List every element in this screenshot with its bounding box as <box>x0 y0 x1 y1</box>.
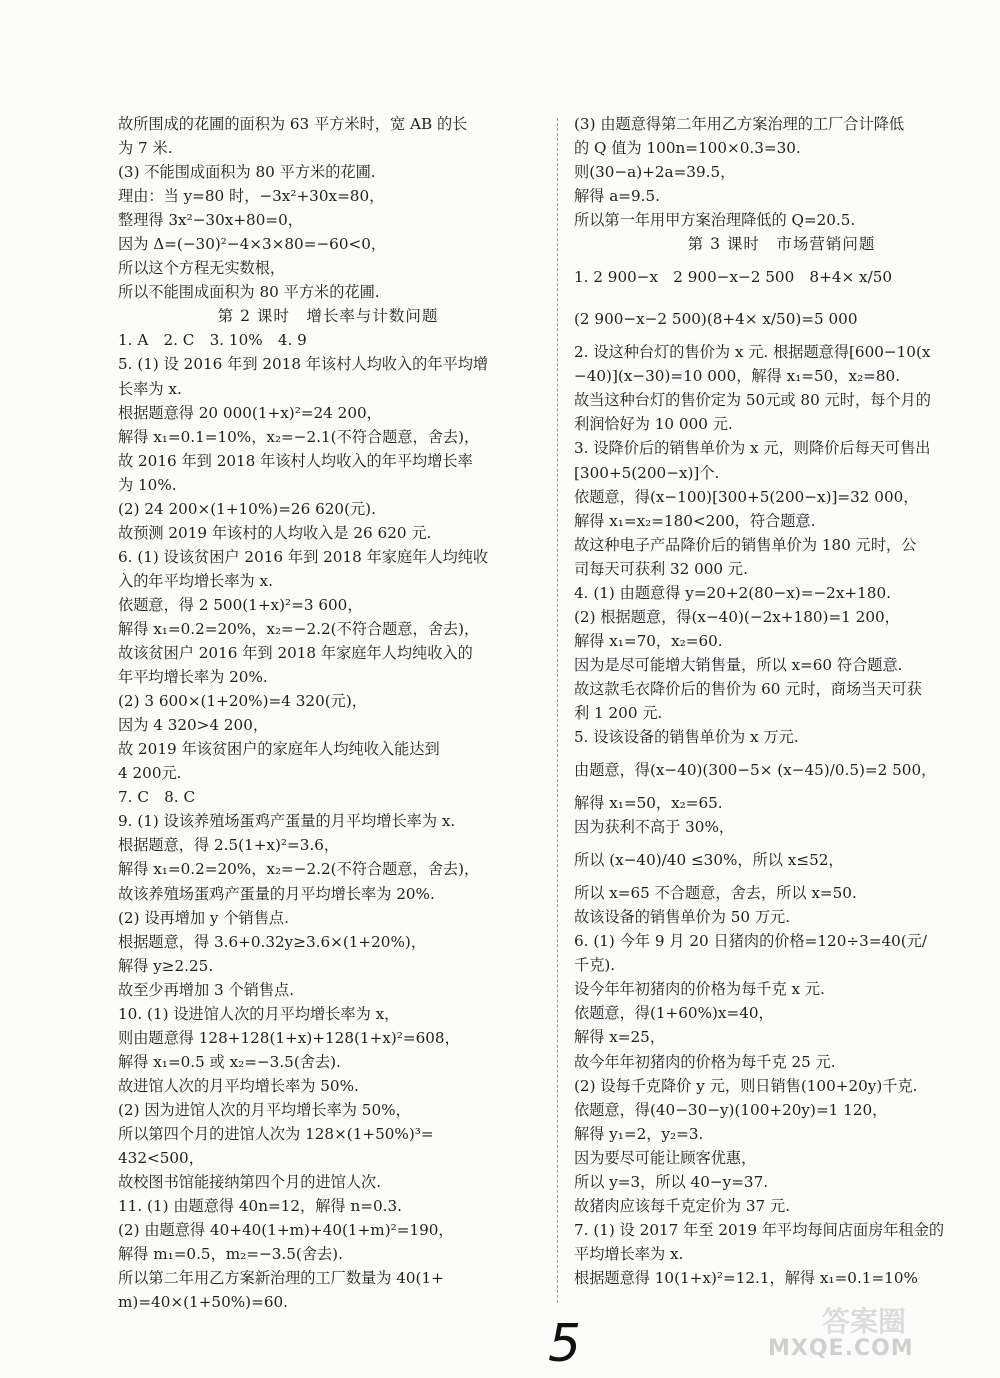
text-line: 11. (1) 由题意得 40n=12，解得 n=0.3. <box>118 1197 402 1216</box>
text-line: 所以第二年用乙方案新治理的工厂数量为 40(1+ <box>118 1269 444 1288</box>
text-line: 解得 a=9.5. <box>574 187 660 206</box>
text-line: 利润恰好为 10 000 元. <box>574 415 733 434</box>
text-line: 由题意，得(x−40)(300−5× (x−45)/0.5)=2 500， <box>574 761 937 780</box>
text-line: 则(30−a)+2a=39.5， <box>574 163 736 182</box>
text-line: 1. A 2. C 3. 10% 4. 9 <box>118 331 307 350</box>
text-line: (2 900−x−2 500)(8+4× x/50)=5 000 <box>574 310 858 329</box>
text-line: 解得 y₁=2，y₂=3. <box>574 1124 704 1143</box>
left-column <box>118 112 538 1314</box>
text-line: m)=40×(1+50%)=60. <box>118 1293 288 1312</box>
text-line: 因为获利不高于 30%， <box>574 818 735 837</box>
text-line: 解得 x₁=0.1=10%，x₂=−2.1(不符合题意，舍去)， <box>118 427 480 446</box>
text-line: 因为是尽可能增大销售量，所以 x=60 符合题意. <box>574 655 903 674</box>
text-line: 6. (1) 设该贫困户 2016 年到 2018 年家庭年人均纯收 <box>118 547 489 566</box>
text-line: 年平均增长率为 20%. <box>118 668 268 687</box>
text-line: 解得 x₁=70，x₂=60. <box>574 631 723 650</box>
text-line: 所以 y=3，所以 40−y=37. <box>574 1172 769 1191</box>
text-line: 解得 y≥2.25. <box>118 956 214 975</box>
text-line: 依题意，得(1+60%)x=40， <box>574 1004 774 1023</box>
text-line: 根据题意，得 3.6+0.32y≥3.6×(1+20%)， <box>118 932 427 951</box>
text-line: 10. (1) 设进馆人次的月平均增长率为 x， <box>118 1004 400 1023</box>
text-line: 故这款毛衣降价后的售价为 60 元时，商场当天可获 <box>574 679 922 698</box>
text-line: 所以 (x−40)/40 ≤30%，所以 x≤52， <box>574 851 844 870</box>
page-number: 5 <box>548 1314 582 1374</box>
text-line: 所以第一年用甲方案治理降低的 Q=20.5. <box>574 211 856 230</box>
text-line: 故进馆人次的月平均增长率为 50%. <box>118 1076 359 1095</box>
watermark-logo: 答案圈 <box>822 1305 907 1338</box>
text-line: 故今年年初猪肉的价格为每千克 25 元. <box>574 1052 836 1071</box>
text-line: 所以不能围成面积为 80 平方米的花圃. <box>118 283 380 302</box>
text-line: [300+5(200−x)]个. <box>574 463 720 482</box>
text-line: 432<500， <box>118 1149 204 1168</box>
text-line: 故该养殖场蛋鸡产蛋量的月平均增长率为 20%. <box>118 884 435 903</box>
right-column <box>574 112 989 1290</box>
text-line: 故 2016 年到 2018 年该村人均收入的年平均增长率 <box>118 451 473 470</box>
text-line: 设今年年初猪肉的价格为每千克 x 元. <box>574 980 825 999</box>
text-line: 根据题意得 10(1+x)²=12.1，解得 x₁=0.1=10% <box>574 1268 918 1287</box>
text-line: 解得 m₁=0.5，m₂=−3.5(舍去). <box>118 1245 343 1264</box>
text-line: 则由题意得 128+128(1+x)+128(1+x)²=608， <box>118 1028 460 1047</box>
text-line: 根据题意，得 2.5(1+x)²=3.6， <box>118 836 340 855</box>
text-line: 解得 x=25， <box>574 1028 666 1047</box>
text-line: 解得 x₁=0.5 或 x₂=−3.5(舍去). <box>118 1052 341 1071</box>
text-line: 所以 x=65 不合题意，舍去，所以 x=50. <box>574 884 857 903</box>
text-line: 故该设备的销售单价为 50 万元. <box>574 908 791 927</box>
text-line: (3) 不能围成面积为 80 平方米的花圃. <box>118 163 376 182</box>
text-line: 7. C 8. C <box>118 788 196 807</box>
text-line: 3. 设降价后的销售单价为 x 元，则降价后每天可售出 <box>574 439 931 458</box>
text-line: 所以这个方程无实数根， <box>118 259 286 278</box>
section-heading: 第 3 课时 市场营销问题 <box>687 235 876 254</box>
text-line: 所以第四个月的进馆人次为 128×(1+50%)³= <box>118 1124 434 1143</box>
text-line: 利 1 200 元. <box>574 703 663 722</box>
text-line: 入的年平均增长率为 x. <box>118 571 273 590</box>
text-line: 千克). <box>574 956 616 975</box>
text-line: 为 10%. <box>118 475 177 494</box>
text-line: 故当这种台灯的售价定为 50元或 80 元时，每个月的 <box>574 391 931 410</box>
text-line: 长率为 x. <box>118 379 182 398</box>
text-line: 故猪肉应该每千克定价为 37 元. <box>574 1196 791 1215</box>
section-heading: 第 2 课时 增长率与计数问题 <box>217 307 439 326</box>
text-line: 4 200元. <box>118 764 182 783</box>
text-line: 因为 Δ=(−30)²−4×3×80=−60<0， <box>118 235 387 254</box>
text-line: 平均增长率为 x. <box>574 1244 684 1263</box>
text-line: (3) 由题意得第二年用乙方案治理的工厂合计降低 <box>574 115 905 133</box>
text-line: 故预测 2019 年该村的人均收入是 26 620 元. <box>118 523 432 542</box>
text-line: 6. (1) 今年 9 月 20 日猪肉的价格=120÷3=40(元/ <box>574 932 928 951</box>
text-line: (2) 由题意得 40+40(1+m)+40(1+m)²=190， <box>118 1221 454 1240</box>
text-line: 为 7 米. <box>118 139 173 158</box>
text-line: (2) 设每千克降价 y 元，则日销售(100+20y)千克. <box>574 1076 918 1095</box>
text-line: 故这种电子产品降价后的销售单价为 180 元时，公 <box>574 535 917 554</box>
text-line: 依题意，得 2 500(1+x)²=3 600， <box>118 595 363 614</box>
text-line: 理由：当 y=80 时，−3x²+30x=80， <box>118 187 385 206</box>
text-line: 的 Q 值为 100n=100×0.3=30. <box>574 139 801 158</box>
text-line: 故校图书馆能接纳第四个月的进馆人次. <box>118 1173 382 1192</box>
text-line: 整理得 3x²−30x+80=0， <box>118 211 303 230</box>
text-line: 解得 x₁=50，x₂=65. <box>574 794 723 813</box>
text-line: 9. (1) 设该养殖场蛋鸡产蛋量的月平均增长率为 x. <box>118 812 456 831</box>
text-line: 解得 x₁=0.2=20%，x₂=−2.2(不符合题意，舍去)， <box>118 860 480 879</box>
text-line: (2) 3 600×(1+20%)=4 320(元)， <box>118 692 367 711</box>
text-line: 故 2019 年该贫困户的家庭年人均纯收入能达到 <box>118 740 440 759</box>
text-line: 5. (1) 设 2016 年到 2018 年该村人均收入的年平均增 <box>118 355 489 374</box>
text-line: 根据题意得 20 000(1+x)²=24 200， <box>118 403 382 422</box>
text-line: 4. (1) 由题意得 y=20+2(80−x)=−2x+180. <box>574 583 891 602</box>
watermark: MXQE.COM <box>768 1336 914 1361</box>
text-line: 7. (1) 设 2017 年至 2019 年平均每间店面房年租金的 <box>574 1220 945 1239</box>
text-line: 1. 2 900−x 2 900−x−2 500 8+4× x/50 <box>574 268 893 287</box>
text-line: 司每天可获利 32 000 元. <box>574 559 748 578</box>
text-line: 故所围成的花圃的面积为 63 平方米时，宽 AB 的长 <box>118 115 468 133</box>
text-line: 因为要尽可能让顾客优惠， <box>574 1148 757 1167</box>
text-line: 解得 x₁=x₂=180<200，符合题意. <box>574 511 816 530</box>
text-line: 解得 x₁=0.2=20%，x₂=−2.2(不符合题意，舍去)， <box>118 619 480 638</box>
text-line: (2) 因为进馆人次的月平均增长率为 50%， <box>118 1100 411 1119</box>
column-divider <box>557 118 558 1303</box>
text-line: −40)](x−30)=10 000，解得 x₁=50，x₂=80. <box>574 367 901 386</box>
text-line: 2. 设这种台灯的售价为 x 元. 根据题意得[600−10(x <box>574 343 931 362</box>
text-line: 依题意，得(x−100)[300+5(200−x)]=32 000， <box>574 487 919 506</box>
text-line: 故至少再增加 3 个销售点. <box>118 980 295 999</box>
text-line: 因为 4 320>4 200， <box>118 716 269 735</box>
text-line: (2) 24 200×(1+10%)=26 620(元). <box>118 499 376 518</box>
text-line: (2) 根据题意，得(x−40)(−2x+180)=1 200， <box>574 607 900 626</box>
text-line: 故该贫困户 2016 年到 2018 年家庭年人均纯收入的 <box>118 644 473 663</box>
text-line: 5. 设该设备的销售单价为 x 万元. <box>574 728 799 747</box>
text-line: 依题意，得(40−30−y)(100+20y)=1 120， <box>574 1100 888 1119</box>
text-line: (2) 设再增加 y 个销售点. <box>118 908 289 927</box>
